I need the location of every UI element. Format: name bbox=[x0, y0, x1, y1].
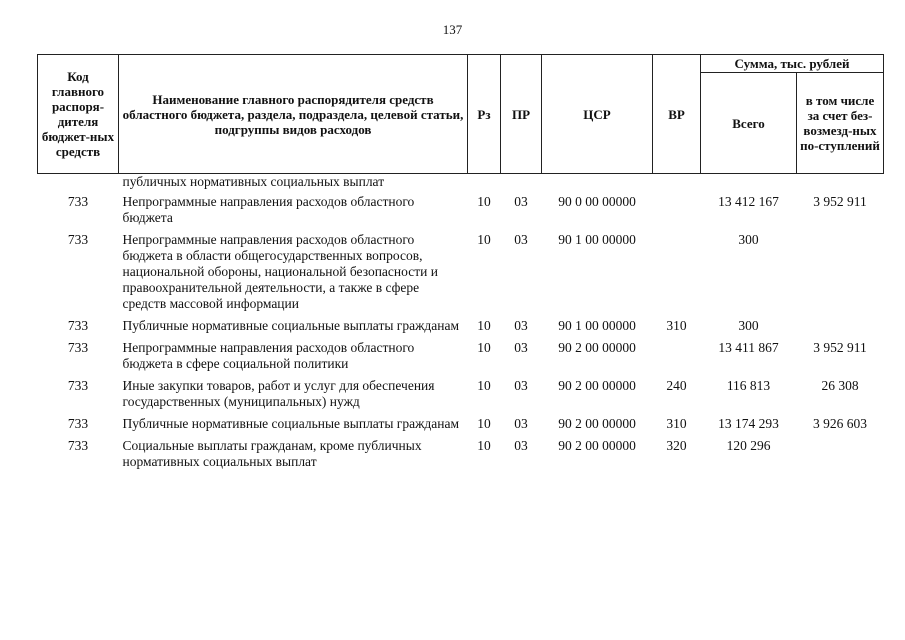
cell-total: 13 412 167 bbox=[718, 194, 779, 209]
cell-free: 3 952 911 bbox=[813, 340, 867, 355]
cell-csr: 90 1 00 00000 bbox=[558, 318, 636, 333]
cell-csr: 90 2 00 00000 bbox=[558, 378, 636, 393]
cell-code: 733 bbox=[67, 438, 89, 453]
header-code: Код главного распоря-дителя бюджет-ных средств bbox=[38, 55, 119, 174]
cell-name: Непрограммные направления расходов областного бюджета в сфере социальной политики bbox=[122, 340, 415, 371]
table-row bbox=[38, 338, 884, 376]
cell-name: Публичные нормативные социальные выплаты гражданам bbox=[122, 416, 460, 431]
header-total: Всего bbox=[701, 73, 797, 174]
cell-free: 26 308 bbox=[821, 378, 859, 393]
cell-code: 733 bbox=[67, 318, 89, 333]
cell-csr: 90 2 00 00000 bbox=[558, 340, 636, 355]
table-row bbox=[38, 376, 884, 414]
cell-name: Непрограммные направления расходов областного бюджета bbox=[122, 194, 415, 225]
cell-name: Социальные выплаты гражданам, кроме публичных нормативных социальных выплат bbox=[122, 438, 422, 469]
cell-free: 3 952 911 bbox=[813, 194, 867, 209]
table-row bbox=[38, 316, 884, 338]
table-body bbox=[38, 174, 884, 475]
cell-code: 733 bbox=[67, 194, 89, 209]
continuation-row bbox=[38, 174, 884, 193]
cell-rz: 10 bbox=[477, 378, 491, 393]
cell-vr: 240 bbox=[666, 378, 687, 393]
cell-pr: 03 bbox=[514, 438, 528, 453]
cell-vr bbox=[653, 230, 701, 316]
header-name: Наименование главного распорядителя средств областного бюджета, раздела, подраздела, целевой статьи, подгруппы видов расходов bbox=[119, 55, 468, 174]
cell-rz: 10 bbox=[477, 318, 491, 333]
cell-free bbox=[797, 436, 884, 474]
cell-total: 300 bbox=[738, 232, 759, 247]
cell-total: 13 411 867 bbox=[718, 340, 779, 355]
cell-total: 120 296 bbox=[726, 438, 771, 453]
cell-name: Непрограммные направления расходов областного бюджета в области общегосударственных вопросов, национальной обороны, национальной безопасности и правоохранительной деятельности, а также в сфере средств массовой информации bbox=[122, 232, 438, 311]
cell-total: 116 813 bbox=[726, 378, 771, 393]
cell-vr: 320 bbox=[666, 438, 687, 453]
page-number: 137 bbox=[442, 22, 463, 37]
continuation-text: публичных нормативных социальных выплат bbox=[122, 174, 385, 189]
cell-pr: 03 bbox=[514, 378, 528, 393]
table-row bbox=[38, 414, 884, 436]
header-vr: ВР bbox=[653, 55, 701, 174]
cell-pr: 03 bbox=[514, 340, 528, 355]
cell-pr: 03 bbox=[514, 232, 528, 247]
cell-code: 733 bbox=[67, 378, 89, 393]
table-row bbox=[38, 192, 884, 230]
cell-rz: 10 bbox=[477, 232, 491, 247]
cell-rz: 10 bbox=[477, 416, 491, 431]
cell-rz: 10 bbox=[477, 438, 491, 453]
cell-free: 3 926 603 bbox=[813, 416, 867, 431]
cell-csr: 90 1 00 00000 bbox=[558, 232, 636, 247]
cell-rz: 10 bbox=[477, 340, 491, 355]
cell-csr: 90 0 00 00000 bbox=[558, 194, 636, 209]
cell-vr bbox=[653, 192, 701, 230]
cell-pr: 03 bbox=[514, 194, 528, 209]
cell-code: 733 bbox=[67, 416, 89, 431]
budget-table bbox=[37, 54, 884, 474]
header-free: в том числе за счет без-возмезд-ных по-ступлений bbox=[797, 73, 884, 174]
cell-name: Иные закупки товаров, работ и услуг для обеспечения государственных (муниципальных) нужд bbox=[122, 378, 435, 409]
cell-csr: 90 2 00 00000 bbox=[558, 416, 636, 431]
table-row bbox=[38, 230, 884, 316]
cell-code: 733 bbox=[67, 232, 89, 247]
cell-code: 733 bbox=[67, 340, 89, 355]
cell-total: 13 174 293 bbox=[718, 416, 779, 431]
header-rz: Рз bbox=[468, 55, 501, 174]
cell-csr: 90 2 00 00000 bbox=[558, 438, 636, 453]
cell-pr: 03 bbox=[514, 318, 528, 333]
cell-name: Публичные нормативные социальные выплаты гражданам bbox=[122, 318, 460, 333]
cell-rz: 10 bbox=[477, 194, 491, 209]
cell-vr: 310 bbox=[666, 416, 687, 431]
header-pr: ПР bbox=[501, 55, 542, 174]
cell-total: 300 bbox=[738, 318, 759, 333]
table-row bbox=[38, 436, 884, 474]
cell-free bbox=[797, 316, 884, 338]
header-sum: Сумма, тыс. рублей bbox=[701, 55, 884, 73]
cell-vr bbox=[653, 338, 701, 376]
cell-free bbox=[797, 230, 884, 316]
cell-vr: 310 bbox=[666, 318, 687, 333]
header-csr: ЦСР bbox=[542, 55, 653, 174]
cell-pr: 03 bbox=[514, 416, 528, 431]
